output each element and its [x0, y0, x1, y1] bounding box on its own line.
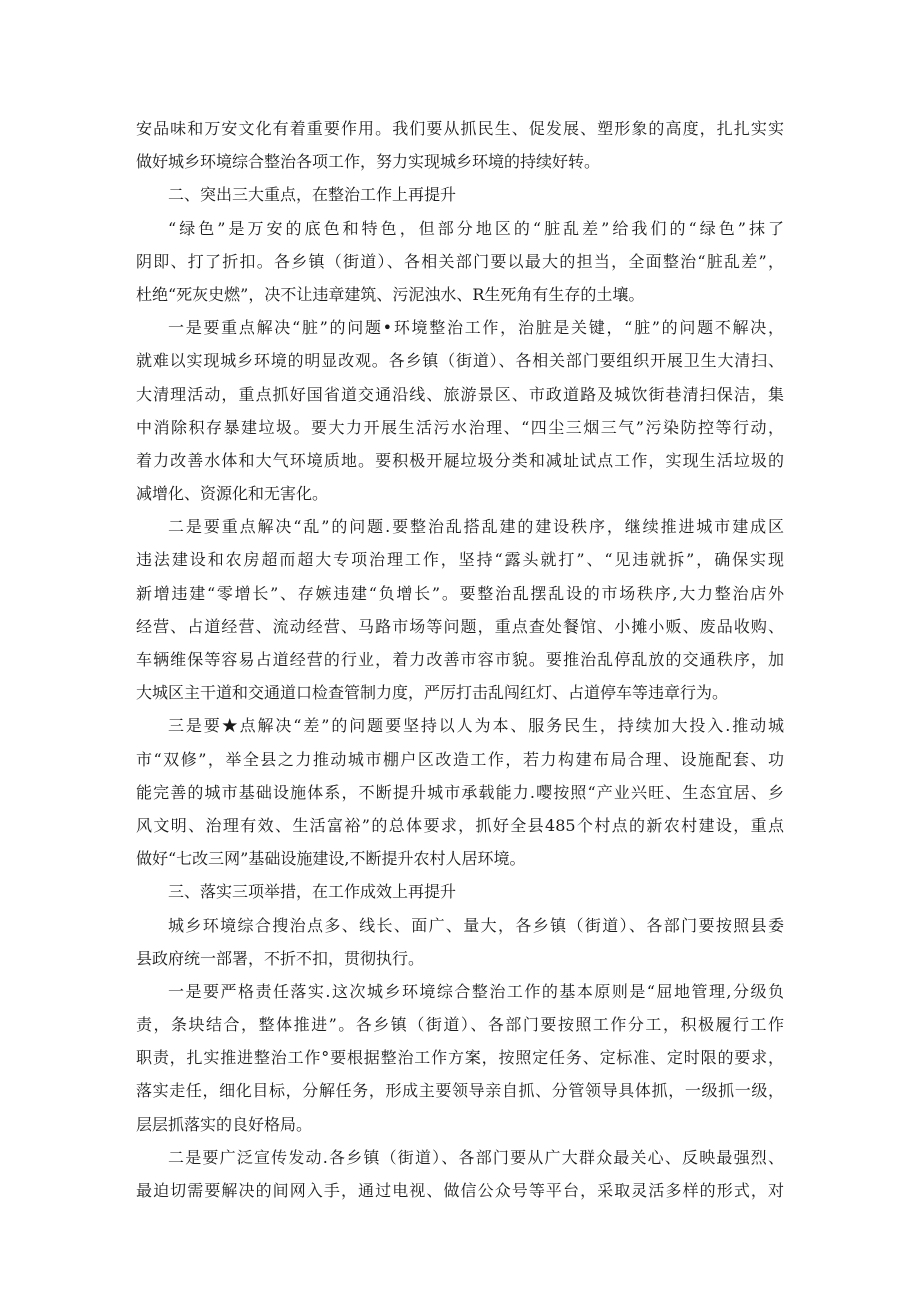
document-body: [136, 112, 784, 1207]
text-line: 杜绝“死灰史燃”，决不让违章建筑、污泥浊水、R生死角有生存的土壤。: [136, 284, 645, 304]
text-line: 二是要广泛宣传发动.各乡镇（街道）、各部门要从广大群众最关心、反映最强烈、: [168, 1147, 784, 1167]
text-line: 责，条块结合，整体推进”。各乡镇（街道）、各部门要按照工作分工，积极履行工作: [136, 1015, 784, 1035]
text-line: 安品味和万安文化有着重要作用。我们要从抓民生、促发展、塑形象的高度，扎扎实实: [136, 119, 784, 138]
text-line: 中消除积存暴建垃圾。要大力开展生活污水治理、“四尘三烟三气”污染防控等行动，: [136, 417, 784, 437]
text-line: 新增违建“零增长”、存嫉违建“负增长”。要整治乱摆乱设的市场秩序,大力整治店外: [136, 583, 784, 603]
text-line: 城乡环境综合搜治点多、线长、面广、量大，各乡镇（街道）、各部门要按照县委: [168, 915, 784, 935]
section-heading: 二、突出三大重点，在整治工作上再提升: [168, 185, 457, 205]
text-line: 一是要重点解决“脏”的问题•环境整治工作，治脏是关键，“脏”的问题不解决，: [168, 318, 784, 338]
text-line: “绿色”是万安的底色和特色，但部分地区的“脏乱差”给我们的“绿色”抹了: [168, 218, 784, 238]
text-line: 风文明、治理有效、生活富裕”的总体要求，抓好全县485个村点的新农村建设，重点: [136, 815, 784, 835]
text-line: 做好“七改三网”基础设施建设,不断提升农村人居环境。: [136, 849, 526, 869]
text-line: 三是要★点解决“差”的问题要坚持以人为本、服务民生，持续加大投入.推动城: [168, 716, 784, 736]
text-line: 阴即、打了折扣。各乡镇（街道）、各相关部门要以最大的担当，全面整治“脏乱差”，: [136, 251, 784, 271]
text-line: 层层抓落实的良好格局。: [136, 1114, 313, 1134]
section-heading: 三、落实三项举措，在工作成效上再提升: [168, 882, 457, 902]
text-line: 能完善的城市基础设施体系，不断提升城市承载能力.嘤按照“产业兴旺、生态宜居、乡: [136, 782, 784, 802]
text-line: 经营、占道经营、流动经营、马路市场等问题，重点查处餐馆、小摊小贩、废品收购、: [136, 616, 784, 636]
text-line: 落实走任，细化目标，分解任务，形成主要领导亲自抓、分管领导具体抓，一级抓一级，: [136, 1081, 784, 1101]
text-line: 着力改善水体和大气环境质地。要积极开屣垃圾分类和减址试点工作，实现生活垃圾的: [136, 450, 784, 470]
text-line: 职责，扎实推进整治工作°要根据整治工作方案，按照定任务、定标准、定时限的要求，: [136, 1048, 784, 1068]
text-line: 一是要严格责任落实.这次城乡环境综合整治工作的基本原则是“屈地管理,分级负: [168, 981, 784, 1001]
text-line: 车辆维保等容易占道经营的行业，着力改善市容市貌。要推治乱停乱放的交通秩序，加: [136, 650, 784, 669]
text-line: 县政府统一部署，不折不扣，贯彻执行。: [136, 948, 425, 968]
text-line: 大清理活动，重点抓好国省道交通沿线、旅游景区、市政道路及城饮街巷清扫保洁，集: [136, 384, 784, 404]
text-line: 二是要重点解决“乱”的问题.要整治乱搭乱建的建设秩序，继续推进城市建成区: [168, 517, 784, 537]
text-line: 市“双修”，举全县之力推动城市棚户区改造工作，若力构建布局合理、设施配套、功: [136, 749, 784, 769]
text-line: 最迫切需要解决的间网入手，通过电视、做信公众号等平台，采取灵活多样的形式，对: [136, 1181, 784, 1200]
text-line: 就难以实现城乡环境的明显改观。各乡镇（街道）、各相关部门要组织开展卫生大清扫、: [136, 351, 784, 371]
text-line: 减增化、资源化和无害化。: [136, 484, 329, 504]
text-line: 做好城乡环境综合整治各项工作，努力实现城乡环境的持续好转。: [136, 152, 601, 172]
text-line: 大城区主干道和交通道口检查管制力度，严厉打击乱闯红灯、占道停车等违章行为。: [136, 683, 729, 703]
text-line: 违法建设和农房超而超大专项治理工作，坚持“露头就打”、“见违就拆”，确保实现: [136, 550, 784, 570]
